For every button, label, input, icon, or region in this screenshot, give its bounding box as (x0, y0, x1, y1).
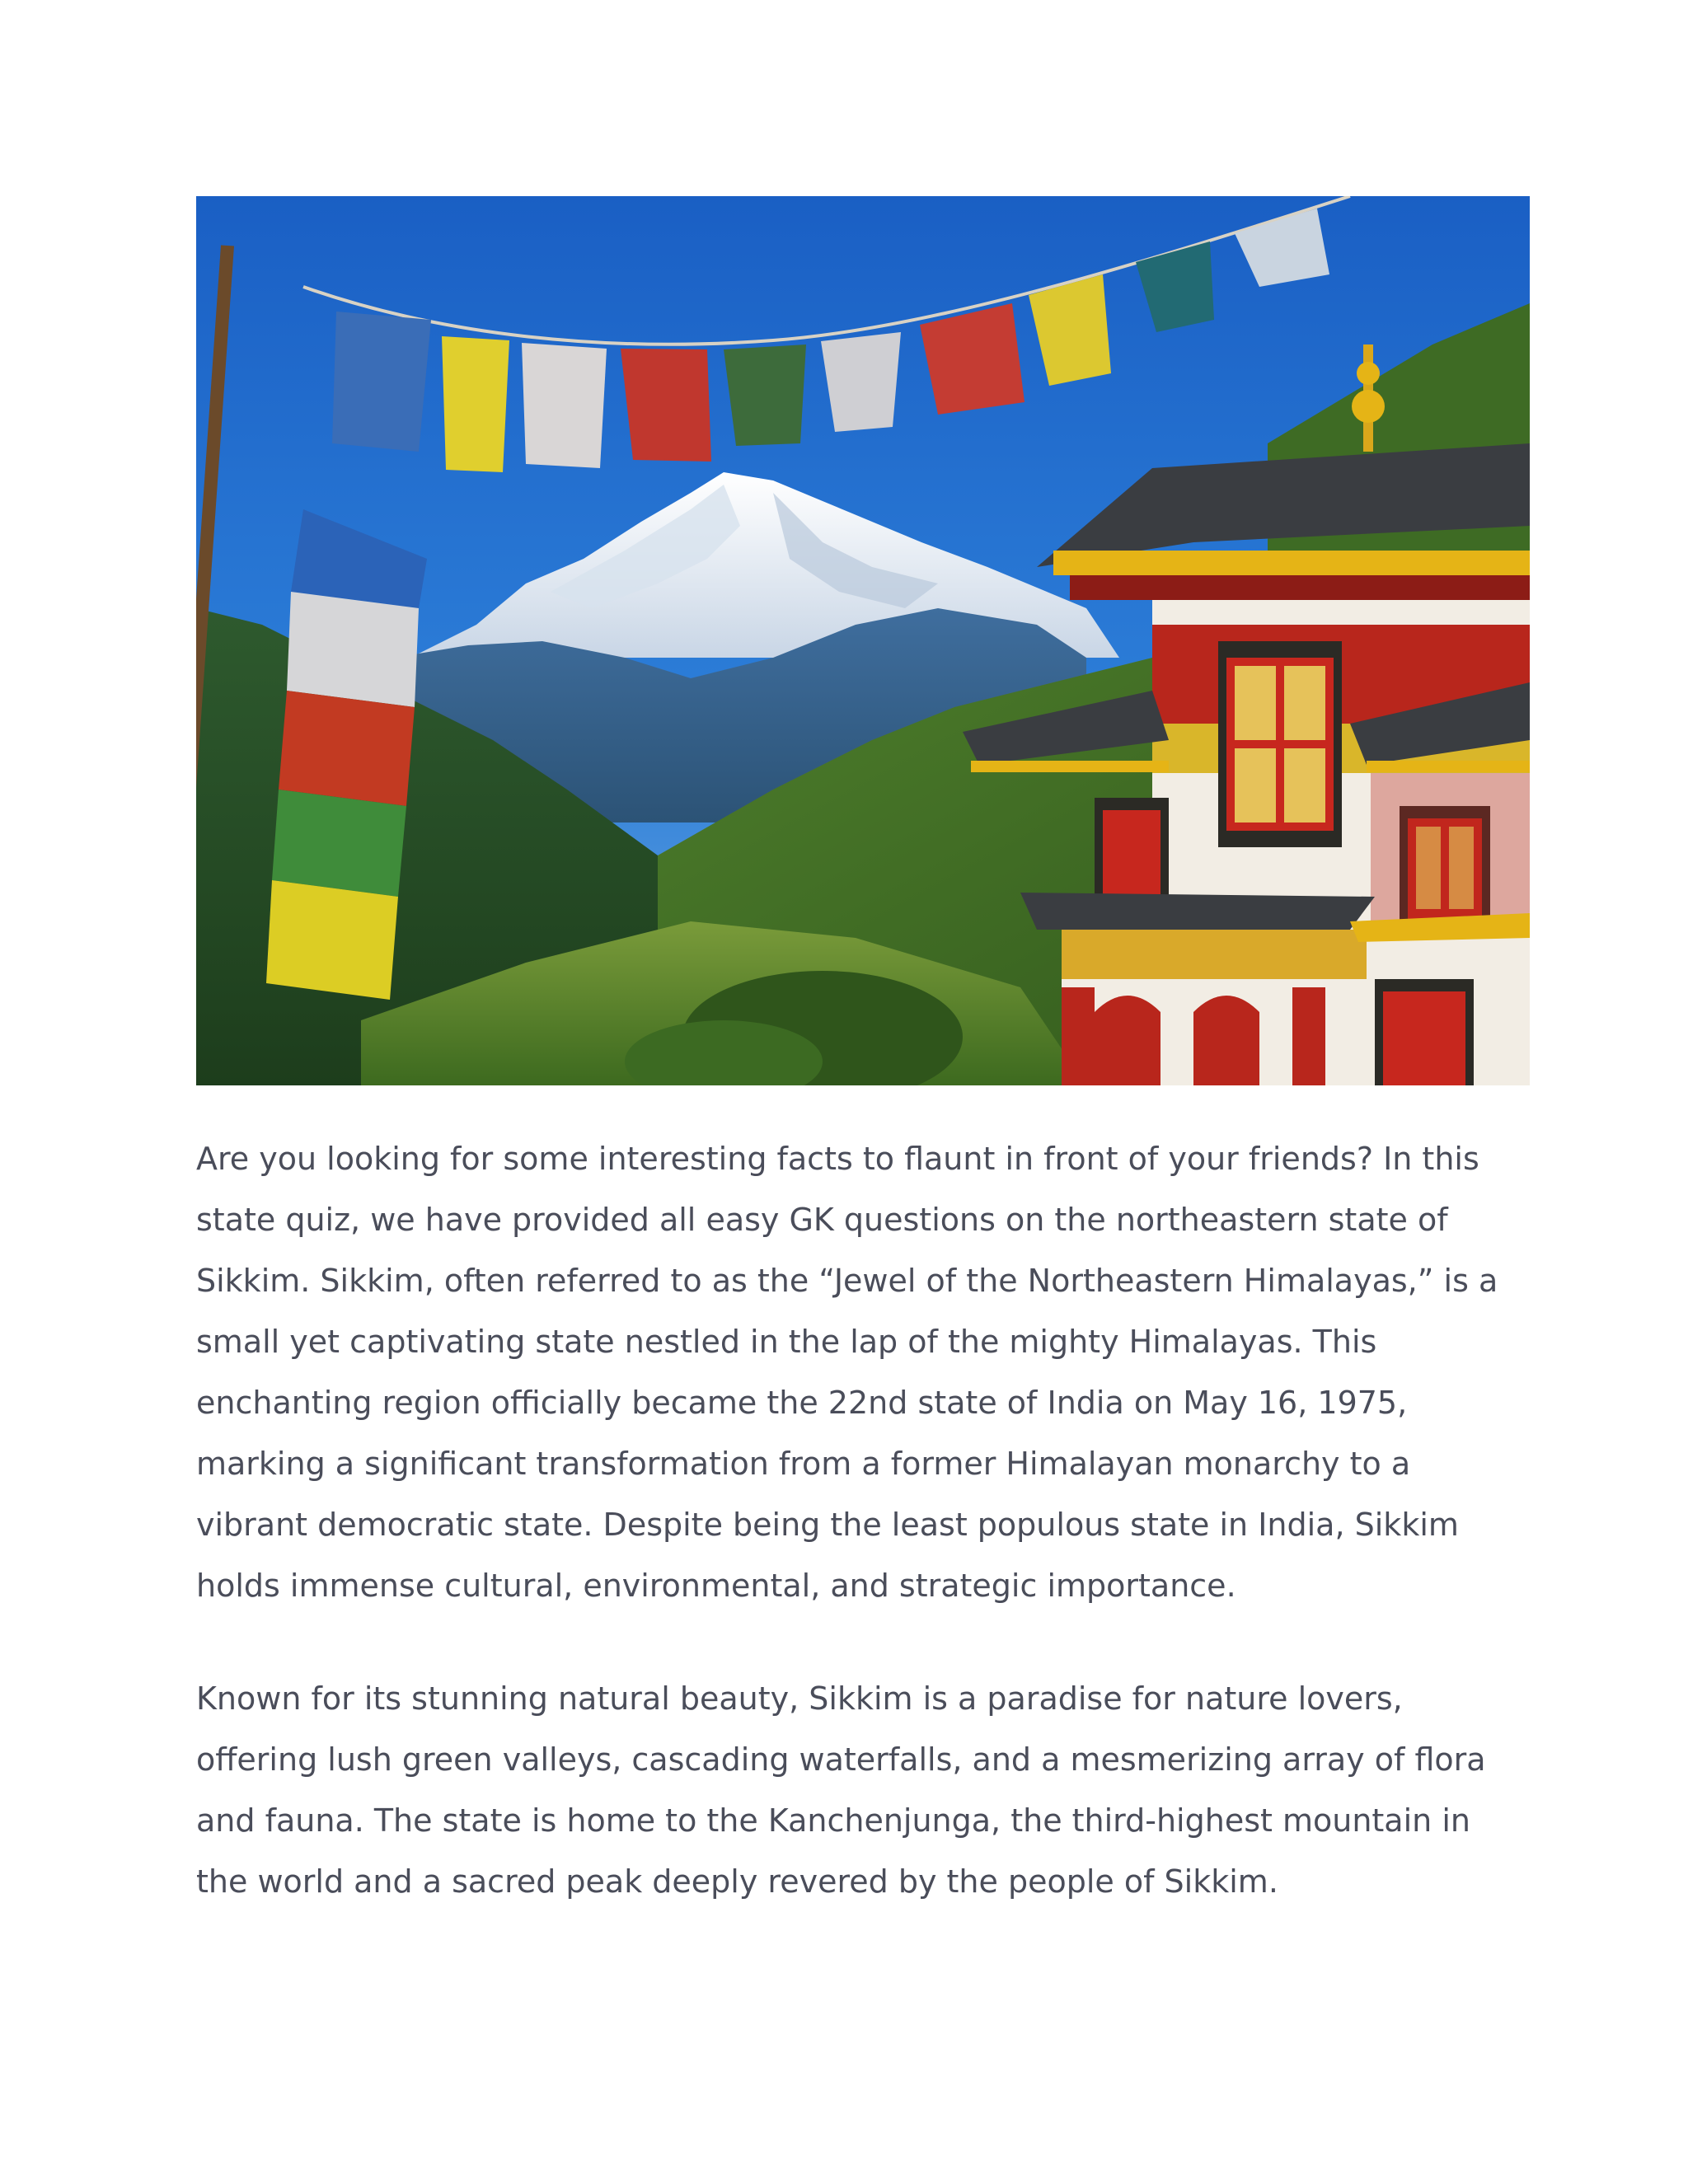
sikkim-landscape-illustration (196, 196, 1530, 1085)
article-body (196, 1128, 1530, 1912)
article (196, 196, 1530, 1964)
hero-image (196, 196, 1530, 1085)
paragraph-intro: Are you looking for some interesting facts to flaunt in front of your friends? In this state quiz, we have provided all easy GK questions on the northeastern state of Sikkim. Sikkim, often referred to as the “Jewel of the Northeastern Himalayas,” is a small yet captivating state nestled in the lap of the mighty Himalayas. This enchanting region officially became the 22nd state of India on May 16, 1975, marking a significant transformation from a former Himalayan monarchy to a vibrant democratic state. Despite being the least populous state in India, Sikkim holds immense cultural, environmental, and strategic importance. (196, 1141, 1498, 1604)
paragraph-nature: Known for its stunning natural beauty, Sikkim is a paradise for nature lovers, offering lush green valleys, cascading waterfalls, and a mesmerizing array of flora and fauna. The state is home to the Kanchenjunga, the third-highest mountain in the world and a sacred peak deeply revered by the people of Sikkim. (196, 1680, 1486, 1900)
